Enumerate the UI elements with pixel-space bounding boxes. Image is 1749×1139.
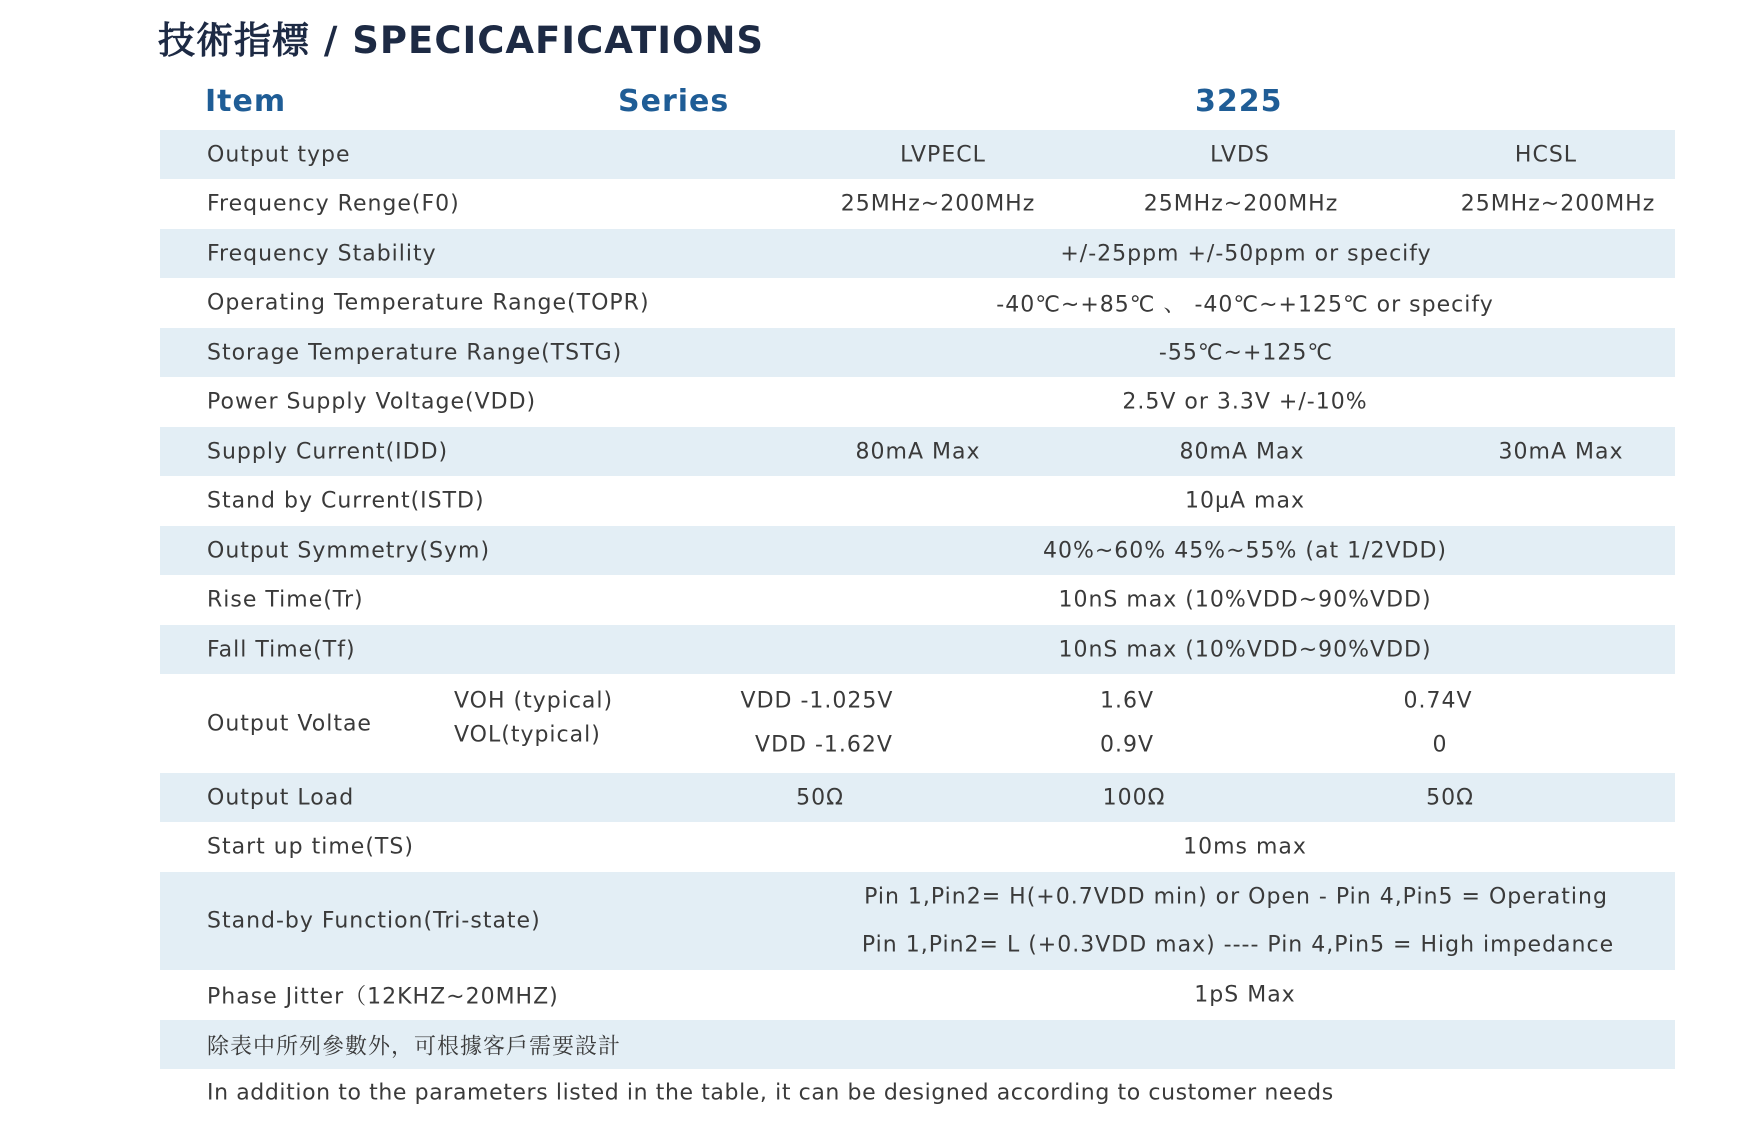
cell-hcsl: HCSL [1514,142,1578,167]
table-row-frequency-stability [160,229,1675,278]
cell-voh-lvds: 1.6V [1099,688,1155,714]
table-row-standby-current [160,476,1675,526]
cell-lvds: 100Ω [1102,785,1166,810]
cell-lvpecl: LVPECL [900,142,986,167]
cell-voh-lvpecl: VDD -1.025V [740,688,894,714]
cell-line-1: Pin 1,Pin2= H(+0.7VDD min) or Open - Pin 4,Pin5 = Operating [864,884,1608,909]
table-row-operating-temperature [160,278,1675,328]
table-row-power-supply-voltage [160,377,1675,427]
row-label: Output Load [207,785,355,810]
table-row-rise-time [160,575,1675,625]
note-chinese: 除表中所列參數外，可根據客戶需要設計 [207,1034,622,1059]
table-row-output-type [160,130,1675,179]
column-header-series: Series [618,84,730,119]
table-row-output-load [160,773,1675,822]
cell-lvds: 80mA Max [1179,439,1305,464]
table-row-output-voltage [160,674,1675,773]
cell-value: 10μA max [1185,488,1305,514]
cell-line-2: Pin 1,Pin2= L (+0.3VDD max) ---- Pin 4,Pin5 = High impedance [861,932,1615,958]
cell-hcsl: 30mA Max [1498,439,1624,464]
row-label: Stand by Current(ISTD) [207,488,485,514]
cell-vol-lvds: 0.9V [1099,732,1155,758]
table-row-fall-time [160,625,1675,674]
row-label: Phase Jitter（12KHZ~20MHZ) [207,984,559,1010]
cell-value: 10ms max [1183,834,1307,860]
table-row-standby-function [160,872,1675,970]
row-label: Stand-by Function(Tri-state) [207,908,541,934]
cell-lvds: 25MHz~200MHz [1143,191,1339,217]
row-label: Output Symmetry(Sym) [207,538,491,563]
row-label: Frequency Renge(F0) [207,191,460,217]
column-header-model: 3225 [1195,84,1283,119]
cell-lvpecl: 25MHz~200MHz [840,191,1036,217]
cell-value: 2.5V or 3.3V +/-10% [1122,389,1368,415]
cell-value: 10nS max (10%VDD~90%VDD) [1058,637,1432,662]
row-label: Rise Time(Tr) [207,587,364,613]
row-label: Frequency Stability [207,241,437,266]
column-header-item: Item [205,84,287,119]
table-row-note-english [160,1069,1675,1117]
table-row-phase-jitter [160,970,1675,1020]
table-row-note-chinese [160,1020,1675,1069]
page-title: 技術指標 / SPECICAFICATIONS [158,19,765,62]
row-label: Start up time(TS) [207,834,414,860]
table-row-startup-time [160,822,1675,872]
vol-label: VOL(typical) [454,722,601,748]
cell-value: 1pS Max [1194,982,1296,1008]
cell-hcsl: 50Ω [1426,785,1474,810]
cell-value: +/-25ppm +/-50ppm or specify [1060,241,1432,266]
row-label: Power Supply Voltage(VDD) [207,389,537,415]
row-label: Storage Temperature Range(TSTG) [207,340,623,365]
cell-value: 10nS max (10%VDD~90%VDD) [1058,587,1432,613]
cell-lvpecl: 80mA Max [855,439,981,464]
table-row-frequency-range [160,179,1675,229]
cell-value: -40℃~+85℃ 、 -40℃~+125℃ or specify [996,292,1494,318]
cell-lvpecl: 50Ω [796,785,844,810]
table-row-supply-current [160,427,1675,476]
cell-hcsl: 25MHz~200MHz [1460,191,1656,217]
row-label: Operating Temperature Range(TOPR) [207,290,650,316]
cell-vol-lvpecl: VDD -1.62V [755,732,893,758]
row-label: Supply Current(IDD) [207,439,449,464]
note-english: In addition to the parameters listed in the table, it can be designed according to customer needs [207,1080,1334,1106]
table-row-output-symmetry [160,526,1675,575]
cell-vol-hcsl: 0 [1432,732,1448,758]
cell-lvds: LVDS [1210,142,1270,167]
table-row-storage-temperature [160,328,1675,377]
cell-voh-hcsl: 0.74V [1403,688,1473,714]
cell-value: -55℃~+125℃ [1158,340,1334,365]
voh-label: VOH (typical) [454,688,614,714]
row-label: Output type [207,142,351,167]
row-label: Fall Time(Tf) [207,637,356,662]
cell-value: 40%~60% 45%~55% (at 1/2VDD) [1042,538,1448,563]
row-label: Output Voltae [207,711,372,736]
